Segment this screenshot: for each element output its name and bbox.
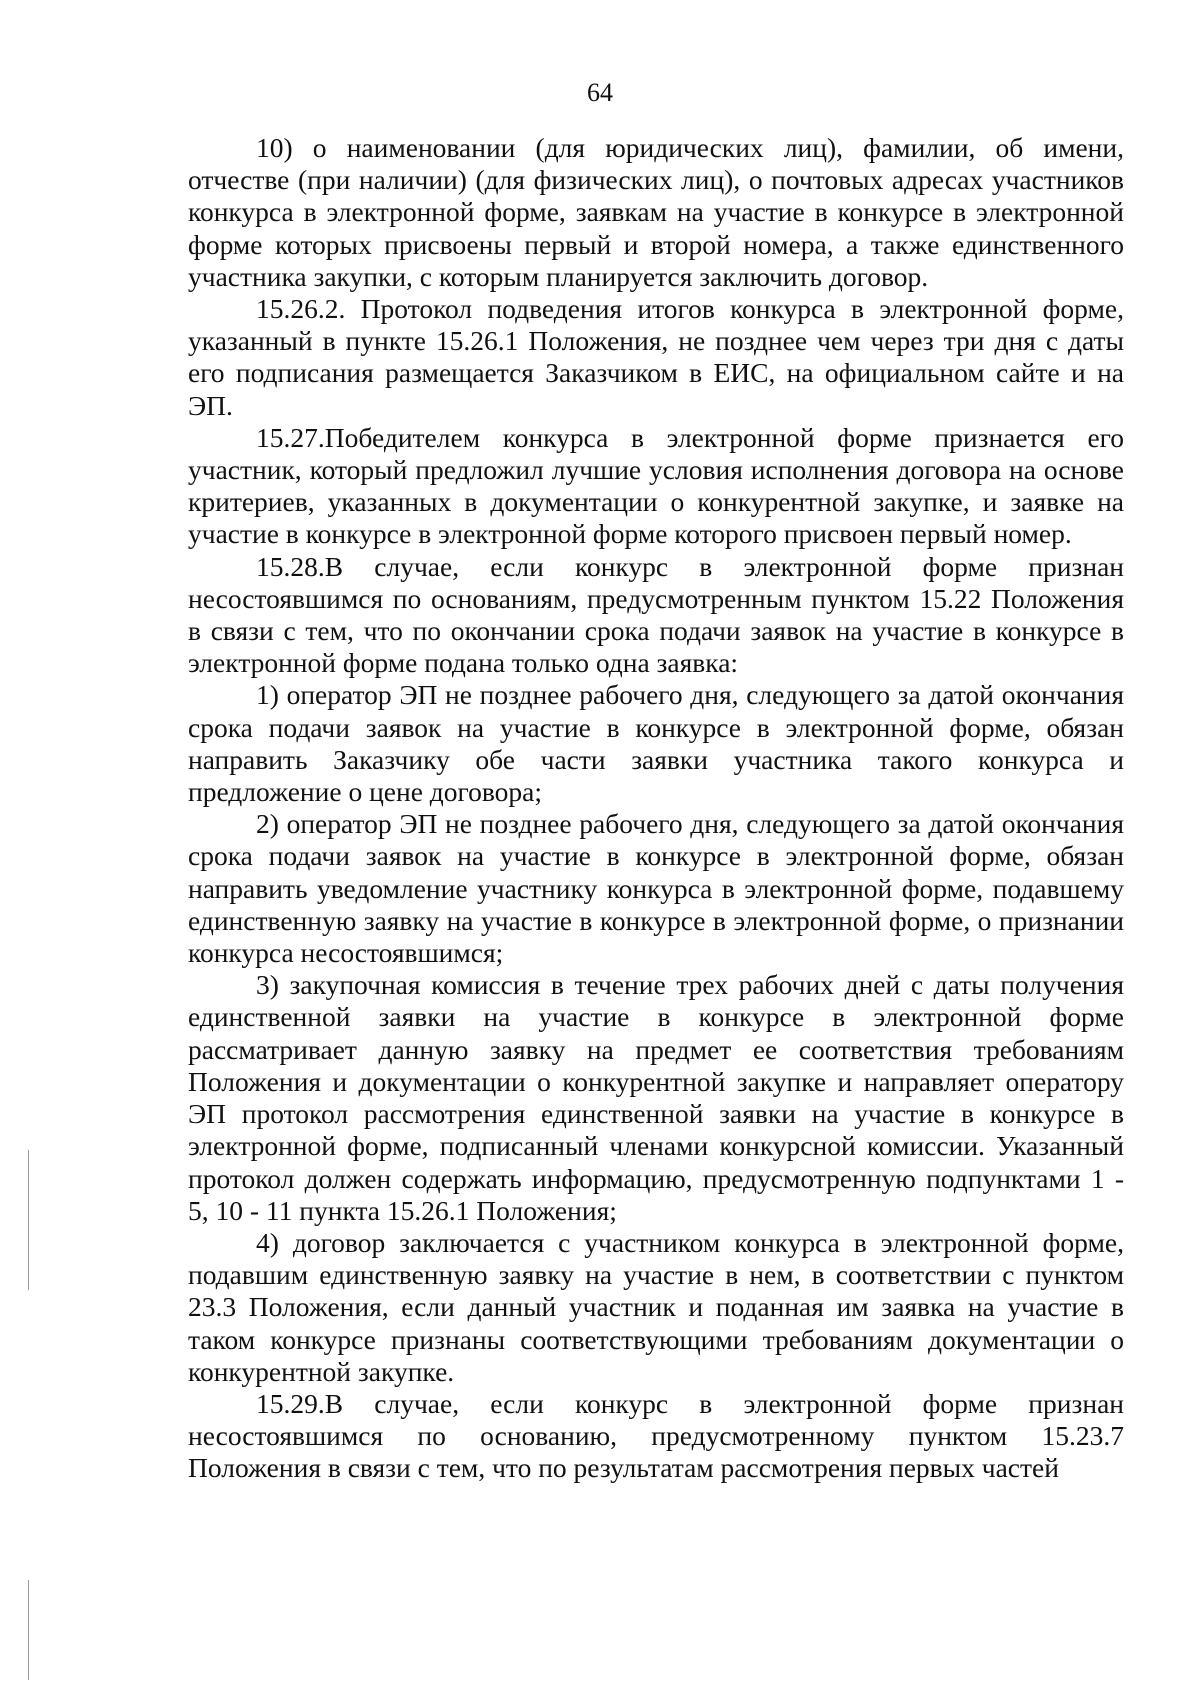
scan-edge-line (28, 1150, 29, 1290)
paragraph-15-28-item-2: 2) оператор ЭП не позднее рабочего дня, следующего за датой окончания срока подачи заявок на участие в конкурсе в электронной форме, обязан направить уведомление участнику конкурса в электронной форме, подавшему единственную заявку на участие в конкурсе в электронной форме, о признании конкурса несостоявшимся; (188, 808, 1124, 969)
paragraph-15-27: 15.27.Победителем конкурса в электронной форме признается его участник, который предложил лучшие условия исполнения договора на основе критериев, указанных в документации о конкурентной закупке, и заявке на участие в конкурсе в электронной форме которого присвоен первый номер. (188, 421, 1124, 550)
paragraph-15-28: 15.28.В случае, если конкурс в электронной форме признан несостоявшимся по основаниям, предусмотренным пунктом 15.22 Положения в связи с тем, что по окончании срока подачи заявок на участие в конкурсе в электронной форме подана только одна заявка: (188, 550, 1124, 679)
paragraph-15-28-item-1: 1) оператор ЭП не позднее рабочего дня, следующего за датой окончания срока подачи заявок на участие в конкурсе в электронной форме, обязан направить Заказчику обе части заявки участника такого конкурса и предложение о цене договора; (188, 679, 1124, 808)
scan-edge-line (28, 1580, 29, 1680)
document-body (188, 132, 1124, 1485)
paragraph-item-10: 10) о наименовании (для юридических лиц), фамилии, об имени, отчестве (при наличии) (для физических лиц), о почтовых адресах участников конкурса в электронной форме, заявкам на участие в конкурсе в электронной форме которых присвоены первый и второй номера, а также единственного участника закупки, с которым планируется заключить договор. (188, 132, 1124, 292)
paragraph-15-28-item-3: 3) закупочная комиссия в течение трех рабочих дней с даты получения единственной заявки на участие в конкурсе в электронной форме рассматривает данную заявку на предмет ее соответствия требованиям Положения и документации о конкурентной закупке и направляет оператору ЭП протокол рассмотрения единственной заявки на участие в конкурсе в электронной форме, подписанный членами конкурсной комиссии. Указанный протокол должен содержать информацию, предусмотренную подпунктами 1 - 5, 10 - 11 пункта 15.26.1 Положения; (188, 969, 1124, 1226)
paragraph-15-28-item-4: 4) договор заключается с участником конкурса в электронной форме, подавшим единственную заявку на участие в нем, в соответствии с пунктом 23.3 Положения, если данный участник и поданная им заявка на участие в таком конкурсе признаны соответствующими требованиям документации о конкурентной закупке. (188, 1226, 1124, 1387)
paragraph-15-29: 15.29.В случае, если конкурс в электронной форме признан несостоявшимся по основанию, предусмотренному пунктом 15.23.7 Положения в связи с тем, что по результатам рассмотрения первых частей (188, 1387, 1124, 1484)
paragraph-15-26-2: 15.26.2. Протокол подведения итогов конкурса в электронной форме, указанный в пункте 15.26.1 Положения, не позднее чем через три дня с даты его подписания размещается Заказчиком в ЕИС, на официальном сайте и на ЭП. (188, 293, 1124, 421)
page-number: 64 (587, 78, 613, 107)
